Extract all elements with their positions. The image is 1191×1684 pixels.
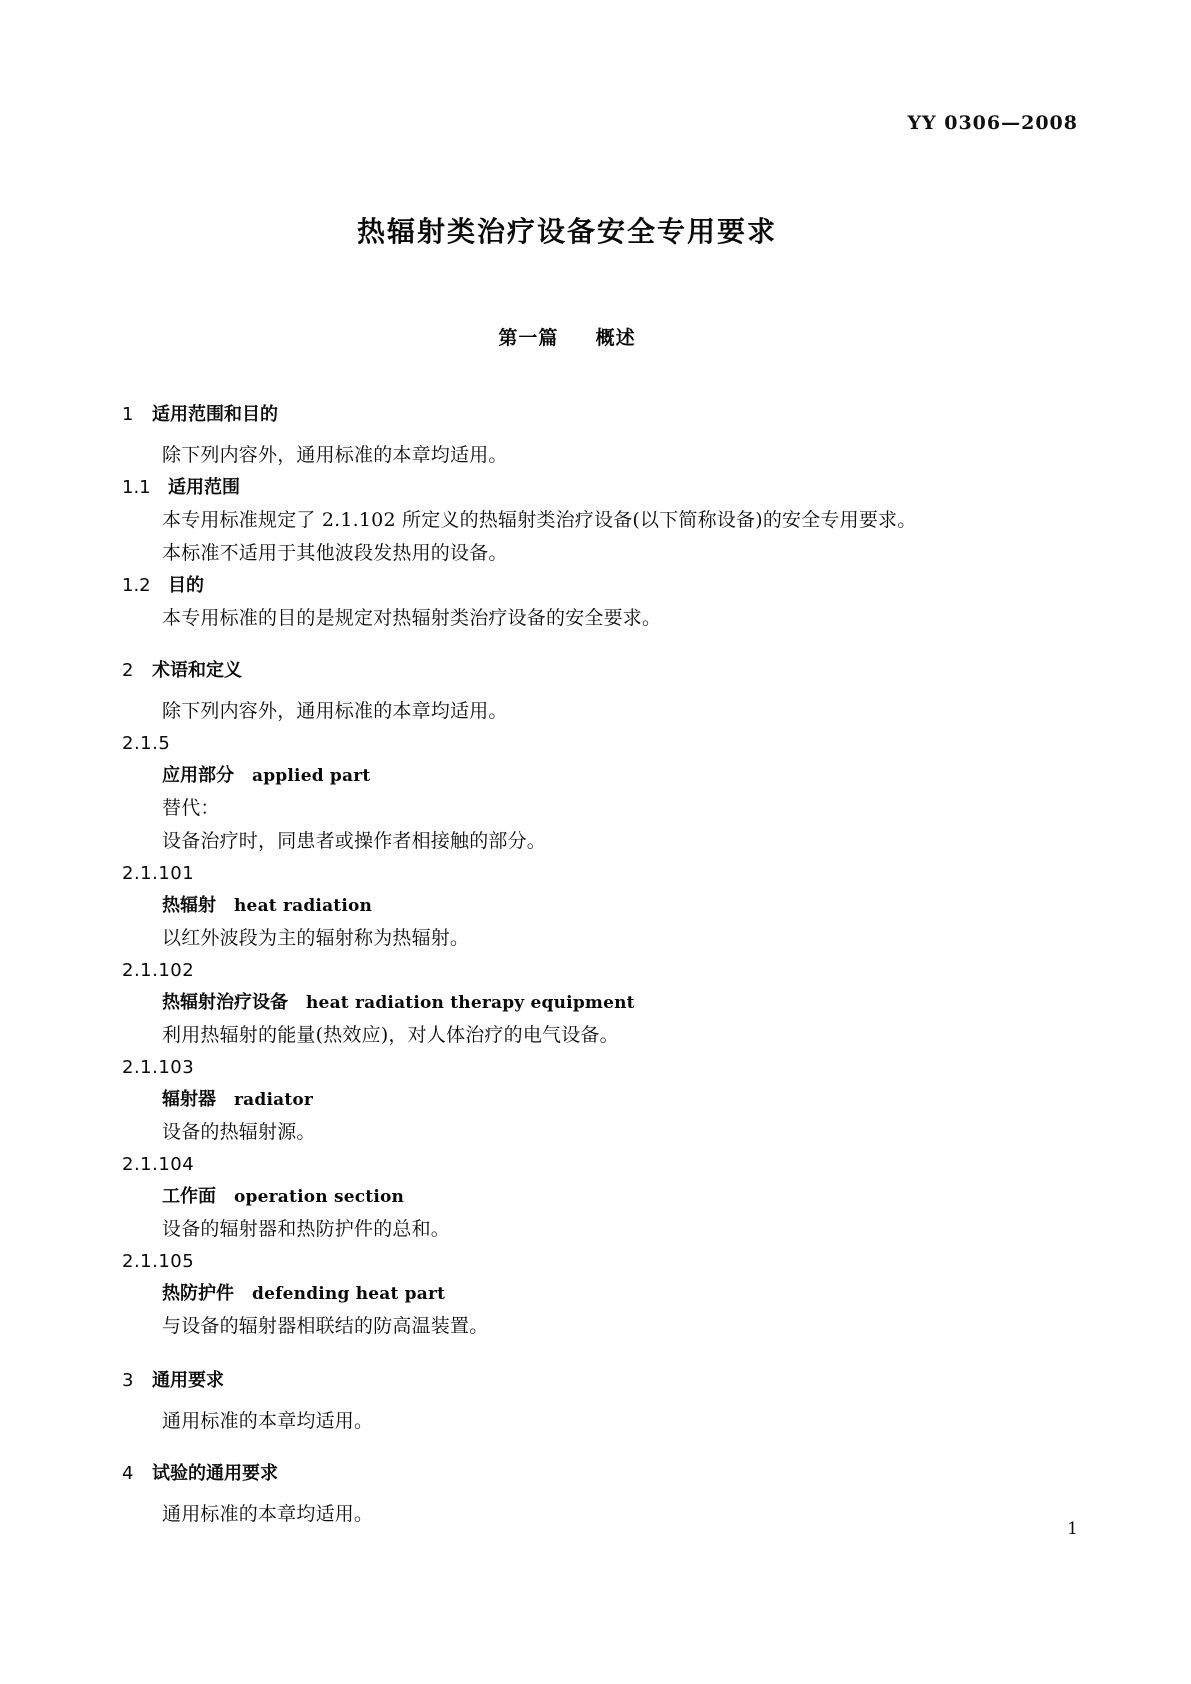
spacer — [122, 1336, 1012, 1350]
spacer — [122, 680, 1012, 702]
term-number: 2.1.102 — [122, 960, 195, 982]
term-definition-line: 替代： — [162, 797, 220, 820]
term-number: 2.1.103 — [122, 1057, 195, 1079]
part-label: 第一篇 — [498, 327, 559, 350]
term-name-cn: 热辐射治疗设备 — [162, 992, 288, 1014]
term-name-cn: 热防护件 — [162, 1283, 234, 1305]
clause-1-1-line-1: 本专用标准规定了 2.1.102 所定义的热辐射类治疗设备(以下简称设备)的安全专用要求。 — [162, 509, 917, 532]
clause-number-1-2: 1.2 — [122, 575, 151, 597]
term-definition-line: 与设备的辐射器相联结的防高温装置。 — [162, 1315, 489, 1338]
spacer — [122, 948, 1012, 962]
spacer — [122, 1045, 1012, 1059]
term-name-cn: 辐射器 — [162, 1089, 216, 1111]
spacer — [122, 628, 1012, 662]
clause-number-3: 3 — [122, 1370, 134, 1392]
clause-title-2: 术语和定义 — [152, 660, 242, 682]
term-name-en: defending heat part — [252, 1284, 446, 1305]
spacer — [122, 465, 1012, 479]
term-name-en: operation section — [234, 1187, 405, 1208]
clause-title-3: 通用要求 — [152, 1370, 224, 1392]
term-number: 2.1.105 — [122, 1251, 195, 1273]
term-number: 2.1.5 — [122, 733, 171, 755]
term-name — [122, 897, 1012, 915]
page-content — [122, 190, 1012, 1524]
running-head-standard-number: YY 0306—2008 — [907, 112, 1078, 134]
part-name: 概述 — [595, 327, 636, 350]
clause-heading-1 — [122, 406, 1012, 424]
term-name-en: heat radiation therapy equipment — [306, 993, 635, 1014]
spacer — [122, 1483, 1012, 1505]
term-definition-line: 以红外波段为主的辐射称为热辐射。 — [162, 927, 470, 950]
clause-title-1-1: 适用范围 — [168, 477, 240, 499]
term-number: 2.1.104 — [122, 1154, 195, 1176]
clause-number-1: 1 — [122, 404, 134, 426]
spacer — [122, 1142, 1012, 1156]
clause-heading-1-1 — [122, 479, 1012, 497]
term-name-en: applied part — [252, 766, 371, 787]
spacer — [122, 1390, 1012, 1412]
clause-heading-3 — [122, 1372, 1012, 1390]
term-definition-line: 利用热辐射的能量(热效应)，对人体治疗的电气设备。 — [162, 1024, 619, 1047]
clause-number-4: 4 — [122, 1463, 134, 1485]
term-number: 2.1.101 — [122, 863, 195, 885]
clause-number-2: 2 — [122, 660, 134, 682]
document-title: 热辐射类治疗设备安全专用要求 — [356, 215, 777, 248]
spacer — [122, 1239, 1012, 1253]
term-name-cn: 应用部分 — [162, 765, 234, 787]
clause-4-lead: 通用标准的本章均适用。 — [162, 1503, 374, 1526]
term-definition-line: 设备治疗时，同患者或操作者相接触的部分。 — [162, 830, 547, 853]
spacer — [122, 1431, 1012, 1465]
term-name — [122, 1285, 1012, 1303]
clause-1-2-line-1: 本专用标准的目的是规定对热辐射类治疗设备的安全要求。 — [162, 607, 662, 630]
spacer — [122, 785, 1012, 799]
clause-3-lead: 通用标准的本章均适用。 — [162, 1410, 374, 1433]
term-name — [122, 767, 1012, 785]
spacer — [122, 350, 1012, 384]
clause-title-4: 试验的通用要求 — [152, 1463, 278, 1485]
clause-heading-2 — [122, 662, 1012, 680]
term-definition-line: 设备的辐射器和热防护件的总和。 — [162, 1218, 451, 1241]
term-definition-line: 设备的热辐射源。 — [162, 1121, 316, 1144]
clause-title-1: 适用范围和目的 — [152, 404, 278, 426]
term-name-en: heat radiation — [234, 896, 373, 917]
clause-1-lead: 除下列内容外，通用标准的本章均适用。 — [162, 444, 508, 467]
clause-number-1-1: 1.1 — [122, 477, 151, 499]
spacer — [122, 424, 1012, 446]
clause-heading-4 — [122, 1465, 1012, 1483]
part-heading — [122, 323, 1012, 350]
spacer — [122, 563, 1012, 577]
term-name-en: radiator — [234, 1090, 314, 1111]
term-name — [122, 994, 1012, 1012]
clause-title-1-2: 目的 — [168, 575, 204, 597]
term-name-cn: 工作面 — [162, 1186, 216, 1208]
term-name-cn: 热辐射 — [162, 895, 216, 917]
term-name — [122, 1188, 1012, 1206]
clause-1-1-line-2: 本标准不适用于其他波段发热用的设备。 — [162, 542, 508, 565]
term-name — [122, 1091, 1012, 1109]
clause-2-lead: 除下列内容外，通用标准的本章均适用。 — [162, 700, 508, 723]
spacer — [122, 384, 1012, 406]
spacer — [122, 1350, 1012, 1372]
spacer — [122, 851, 1012, 865]
spacer — [122, 721, 1012, 735]
page-number: 1 — [1067, 1519, 1078, 1539]
term-list — [122, 735, 1012, 1350]
clause-heading-1-2 — [122, 577, 1012, 595]
